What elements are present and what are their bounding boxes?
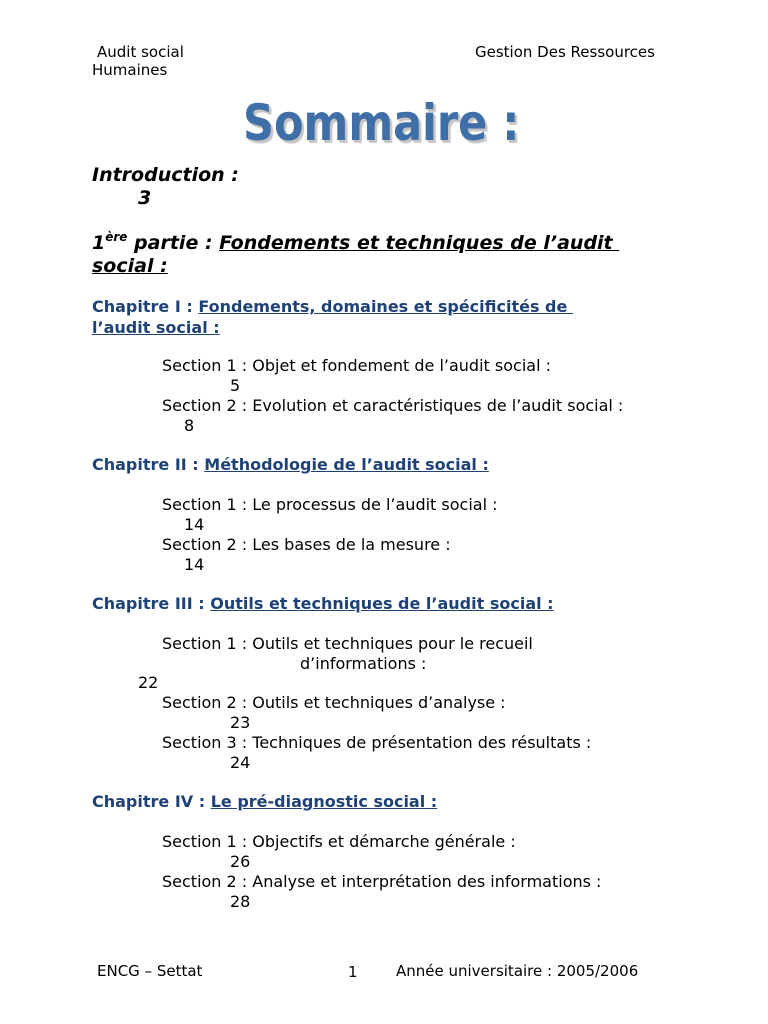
- page-title: Sommaire :: [243, 94, 520, 152]
- chapter-3-title-line1: Outils et techniques de l’audit social :: [210, 594, 554, 613]
- partie-sup: ère: [105, 230, 128, 244]
- intro-page: 3: [138, 187, 152, 209]
- chapter-4-section-2: Section 2 : Analyse et interprétation des informations :: [162, 872, 602, 891]
- chapter-3-section-3-page: 24: [230, 753, 251, 772]
- partie-prefix: partie :: [127, 232, 220, 254]
- chapter-2-heading: [92, 455, 489, 474]
- chapter-4-title-line1: Le pré-diagnostic social :: [210, 792, 438, 811]
- partie-title-line2: social :: [92, 255, 168, 277]
- header-right: Gestion Des Ressources: [475, 43, 655, 61]
- chapter-1-section-1-page: 5: [230, 376, 241, 395]
- footer-right: Année universitaire : 2005/2006: [396, 962, 639, 980]
- chapter-4-section-1: Section 1 : Objectifs et démarche générale :: [162, 832, 516, 851]
- chapter-3-section-2: Section 2 : Outils et techniques d’analyse :: [162, 693, 506, 712]
- chapter-1-section-1: Section 1 : Objet et fondement de l’audit social :: [162, 356, 551, 375]
- chapter-3-heading: [92, 594, 554, 613]
- chapter-3-section-3: Section 3 : Techniques de présentation des résultats :: [162, 733, 592, 752]
- chapter-2-title-line1: Méthodologie de l’audit social :: [204, 455, 489, 474]
- chapter-3-label: Chapitre III :: [92, 594, 211, 613]
- chapter-1-title-line2: l’audit social :: [92, 318, 220, 337]
- partie-heading-line2: [92, 255, 168, 277]
- header-left-line2: Humaines: [92, 61, 168, 79]
- footer-page-number: 1: [348, 963, 358, 981]
- chapter-3-section-1: Section 1 : Outils et techniques pour le recueil: [162, 634, 533, 653]
- chapter-1-heading-line2: [92, 318, 220, 337]
- chapter-4-label: Chapitre IV :: [92, 792, 211, 811]
- chapter-2-section-2-page: 14: [184, 555, 205, 574]
- partie-heading: [92, 232, 619, 254]
- chapter-3-section-2-page: 23: [230, 713, 251, 732]
- header-left-line1: Audit social: [97, 43, 184, 61]
- chapter-1-heading: [92, 297, 573, 316]
- chapter-2-label: Chapitre II :: [92, 455, 205, 474]
- chapter-4-heading: [92, 792, 437, 811]
- intro-label: Introduction :: [92, 164, 239, 186]
- partie-title-line1: Fondements et techniques de l’audit: [219, 232, 620, 254]
- chapter-1-section-2-page: 8: [184, 416, 195, 435]
- chapter-2-section-1: Section 1 : Le processus de l’audit social :: [162, 495, 498, 514]
- chapter-1-section-2: Section 2 : Evolution et caractéristiques de l’audit social :: [162, 396, 624, 415]
- chapter-3-section-1-page: 22: [138, 673, 159, 692]
- chapter-2-section-2: Section 2 : Les bases de la mesure :: [162, 535, 451, 554]
- chapter-3-section-1-line2: d’informations :: [300, 654, 427, 673]
- chapter-4-section-2-page: 28: [230, 892, 251, 911]
- chapter-4-section-1-page: 26: [230, 852, 251, 871]
- chapter-1-title-line1: Fondements, domaines et spécificités de: [198, 297, 573, 316]
- partie-num: 1: [92, 232, 106, 254]
- chapter-2-section-1-page: 14: [184, 515, 205, 534]
- chapter-1-label: Chapitre I :: [92, 297, 199, 316]
- footer-left: ENCG – Settat: [97, 962, 203, 980]
